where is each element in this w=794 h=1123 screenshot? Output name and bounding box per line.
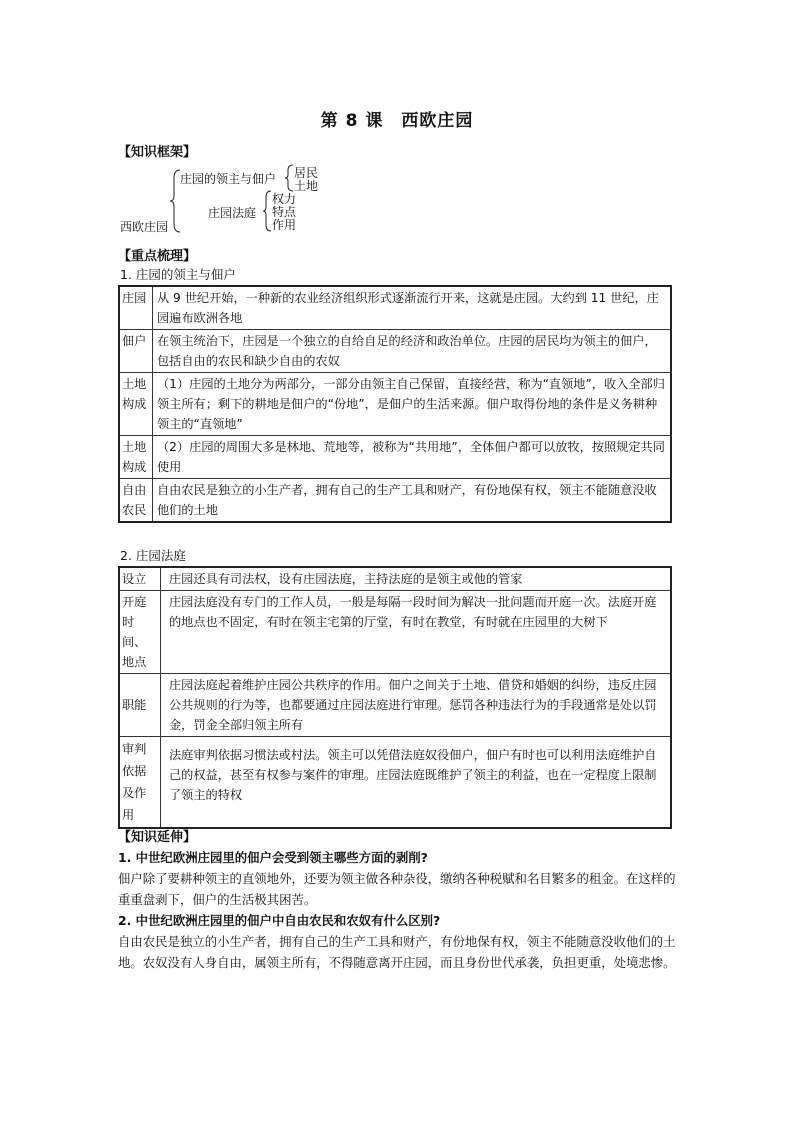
- section2-title: 2. 庄园法庭: [120, 548, 186, 563]
- branch1-brace-icon: [284, 164, 294, 192]
- row-text: 自由农民是独立的小生产者，拥有自己的生产工具和财产，有份地保有权，领主不能随意没收他们的土地: [153, 479, 672, 523]
- answer-1: 佃户除了要耕种领主的直领地外，还要为领主做各种杂役，缴纳各种税赋和名目繁多的租金。在这样的重重盘剥下，佃户的生活极其困苦。: [118, 871, 676, 907]
- framework-branch2-item-3: 作用: [272, 218, 297, 232]
- framework-branch2: 庄园法庭: [208, 206, 257, 220]
- table-row: [119, 591, 671, 674]
- row-text: 法庭审判依据习惯法或村法。领主可以凭借法庭奴役佃户，佃户有时也可以利用法庭维护自己的权益，甚至有权参与案件的审理。庄园法庭既维护了领主的利益，也在一定程度上限制了领主的特权: [161, 737, 672, 829]
- question-2: 2. 中世纪欧洲庄园里的佃户中自由农民和农奴有什么区别?: [118, 913, 441, 928]
- manor-table: [118, 285, 672, 523]
- table-row: [119, 330, 671, 373]
- branch2-brace-icon: [262, 190, 272, 232]
- framework-branch1: 庄园的领主与佃户: [180, 172, 277, 186]
- row-text: 庄园法庭起着维护庄园公共秩序的作用。佃户之间关于土地、借贷和婚姻的纠纷，违反庄园公共规则的行为等，也都要通过庄园法庭进行审理。惩罚各种违法行为的手段通常是处以罚金，罚金全部归领主所有: [161, 674, 672, 737]
- table-row: [119, 286, 671, 330]
- table-row: [119, 436, 671, 479]
- framework-root: 西欧庄园: [120, 220, 169, 234]
- row-text: 庄园法庭没有专门的工作人员，一般是每隔一段时间为解决一批问题而开庭一次。法庭开庭的地点也不固定，有时在领主宅第的厅堂，有时在教堂，有时就在庄园里的大树下: [161, 591, 672, 674]
- row-label: 佃户: [119, 330, 153, 373]
- row-text: 庄园还具有司法权，设有庄园法庭，主持法庭的是领主或他的管家: [161, 567, 672, 591]
- row-label: 庄园: [119, 286, 153, 330]
- row-label: 土地构成: [119, 373, 153, 436]
- framework-branch1-item-1: 居民: [294, 166, 319, 180]
- table-row: [119, 674, 671, 737]
- table-row: [119, 737, 671, 829]
- framework-branch2-item-2: 特点: [272, 205, 297, 219]
- extension-heading: 【知识延伸】: [118, 830, 197, 845]
- answer-2: 自由农民是独立的小生产者，拥有自己的生产工具和财产，有份地保有权，领主不能随意没收他们的土地。农奴没有人身自由，属领主所有，不得随意离开庄园，而且身份世代承袭，负担更重，处境悲惨。: [118, 934, 676, 970]
- table-row: [119, 373, 671, 436]
- table-row: [119, 479, 671, 523]
- extension-content: [118, 847, 678, 973]
- row-label: 职能: [119, 674, 161, 737]
- row-label: 土地构成: [119, 436, 153, 479]
- framework-branch1-item-2: 土地: [294, 179, 319, 193]
- framework-diagram: [118, 164, 418, 242]
- row-label: 审判依据及作用: [119, 737, 161, 829]
- row-text: （2）庄园的周围大多是林地、荒地等，被称为“共用地”，全体佃户都可以放牧，按照规定共同使用: [153, 436, 672, 479]
- page-title: 第 8 课 西欧庄园: [320, 111, 474, 131]
- row-label: 设立: [119, 567, 161, 591]
- table-row: [119, 567, 671, 591]
- question-1: 1. 中世纪欧洲庄园里的佃户会受到领主哪些方面的剥削?: [118, 850, 428, 865]
- row-label: 开庭时间、地点: [119, 591, 161, 674]
- row-text: （1）庄园的土地分为两部分，一部分由领主自己保留，直接经营，称为“直领地”，收入全部归领主所有；剩下的耕地是佃户的“份地”，是佃户的生活来源。佃户取得份地的条件是义务耕种领主的“直领地”: [153, 373, 672, 436]
- row-label: 自由农民: [119, 479, 153, 523]
- row-text: 在领主统治下，庄园是一个独立的自给自足的经济和政治单位。庄园的居民均为领主的佃户，包括自由的农民和缺少自由的农奴: [153, 330, 672, 373]
- court-table: [118, 566, 672, 829]
- framework-branch2-item-1: 权力: [272, 192, 297, 206]
- section1-title: 1. 庄园的领主与佃户: [120, 267, 236, 282]
- framework-heading: 【知识框架】: [118, 145, 197, 160]
- key-points-heading: 【重点梳理】: [118, 249, 197, 264]
- row-text: 从 9 世纪开始，一种新的农业经济组织形式逐渐流行开来，这就是庄园。大约到 11 世纪，庄园遍布欧洲各地: [153, 286, 672, 330]
